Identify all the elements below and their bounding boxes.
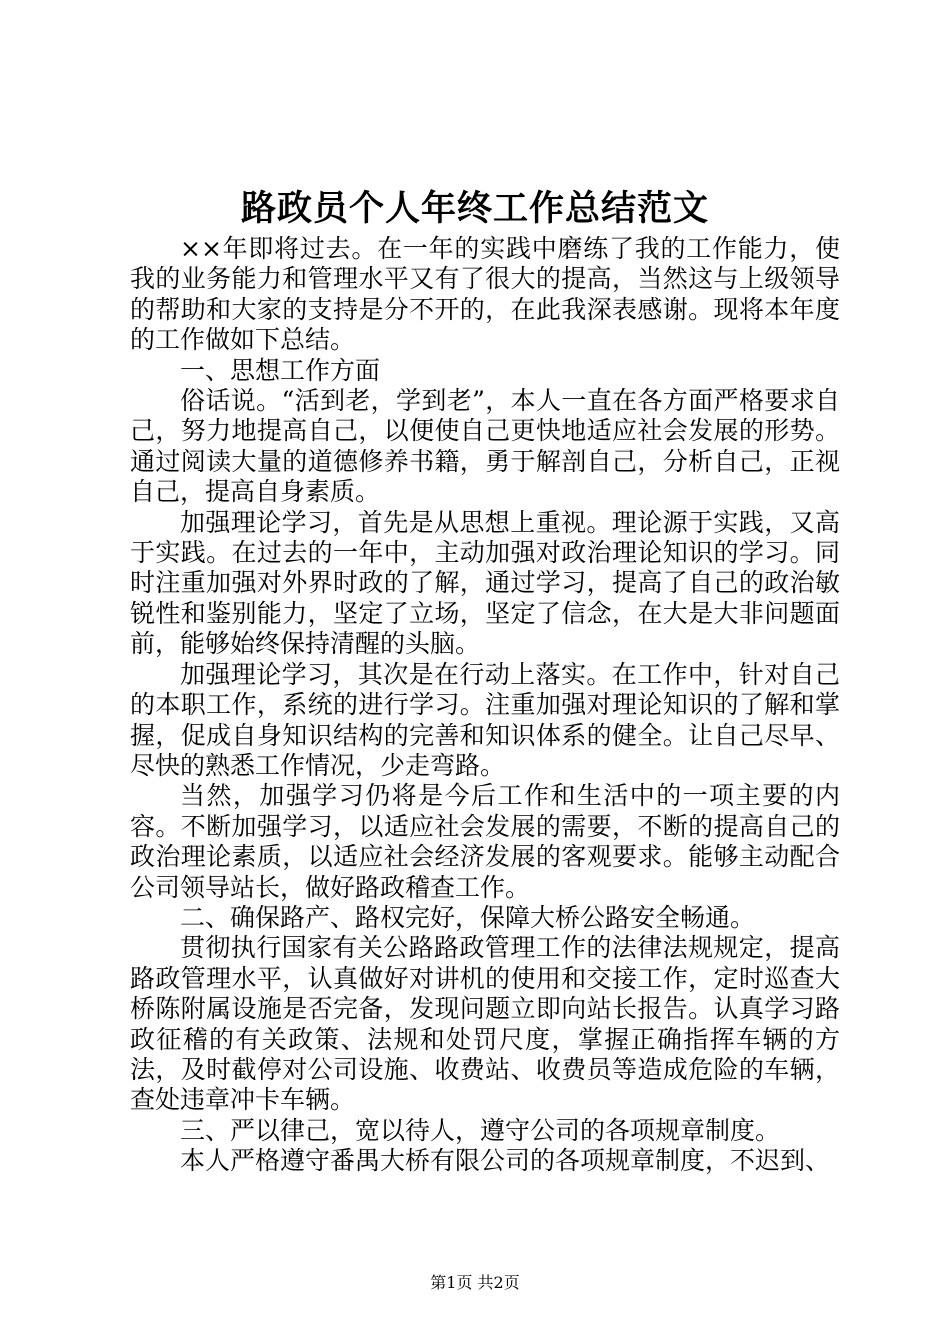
paragraph-3: 加强理论学习，其次是在行动上落实。在工作中，针对自己的本职工作，系统的进行学习。注重加强对理论知识的了解和掌握，促成自身知识结构的完善和知识体系的健全。让自己尽早、尽快的熟悉工作情况，少走弯路。 — [130, 659, 840, 780]
paragraph-6: 本人严格遵守番禺大桥有限公司的各项规章制度，不迟到、 — [180, 1146, 831, 1176]
page-footer: 第1页 共2页 — [430, 1273, 520, 1292]
paragraph-4: 当然，加强学习仍将是今后工作和生活中的一项主要的内容。不断加强学习，以适应社会发展的需要，不断的提高自己的政治理论素质，以适应社会经济发展的客观要求。能够主动配合公司领导站长，做好路政稽查工作。 — [130, 781, 840, 902]
paragraph-1: 俗话说。“活到老，学到老”，本人一直在各方面严格要求自己，努力地提高自己，以便使自己更快地适应社会发展的形势。通过阅读大量的道德修养书籍，勇于解剖自己，分析自己，正视自己，提高自身素质。 — [130, 386, 840, 507]
paragraph-5: 贯彻执行国家有关公路路政管理工作的法律法规规定，提高路政管理水平，认真做好对讲机的使用和交接工作，定时巡查大桥陈附属设施是否完备，发现问题立即向站长报告。认真学习路政征稽的有关政策、法规和处罚尺度，掌握正确指挥车辆的方法，及时截停对公司设施、收费站、收费员等造成危险的车辆，查处违章冲卡车辆。 — [130, 933, 840, 1115]
document-body — [130, 234, 840, 1177]
document-title: 路政员个人年终工作总结范文 — [240, 188, 709, 229]
paragraph-intro: ××年即将过去。在一年的实践中磨练了我的工作能力，使我的业务能力和管理水平又有了很大的提高，当然这与上级领导的帮助和大家的支持是分不开的，在此我深表感谢。现将本年度的工作做如下总结。 — [130, 234, 840, 355]
section-heading-2: 二、确保路产、路权完好，保障大桥公路安全畅通。 — [180, 902, 756, 932]
section-heading-1: 一、思想工作方面 — [180, 355, 381, 385]
paragraph-2: 加强理论学习，首先是从思想上重视。理论源于实践，又高于实践。在过去的一年中，主动加强对政治理论知识的学习。同时注重加强对外界时政的了解，通过学习，提高了自己的政治敏锐性和鉴别能力，坚定了立场，坚定了信念，在大是大非问题面前，能够始终保持清醒的头脑。 — [130, 507, 840, 659]
section-heading-3: 三、严以律己，宽以待人，遵守公司的各项规章制度。 — [180, 1115, 781, 1145]
